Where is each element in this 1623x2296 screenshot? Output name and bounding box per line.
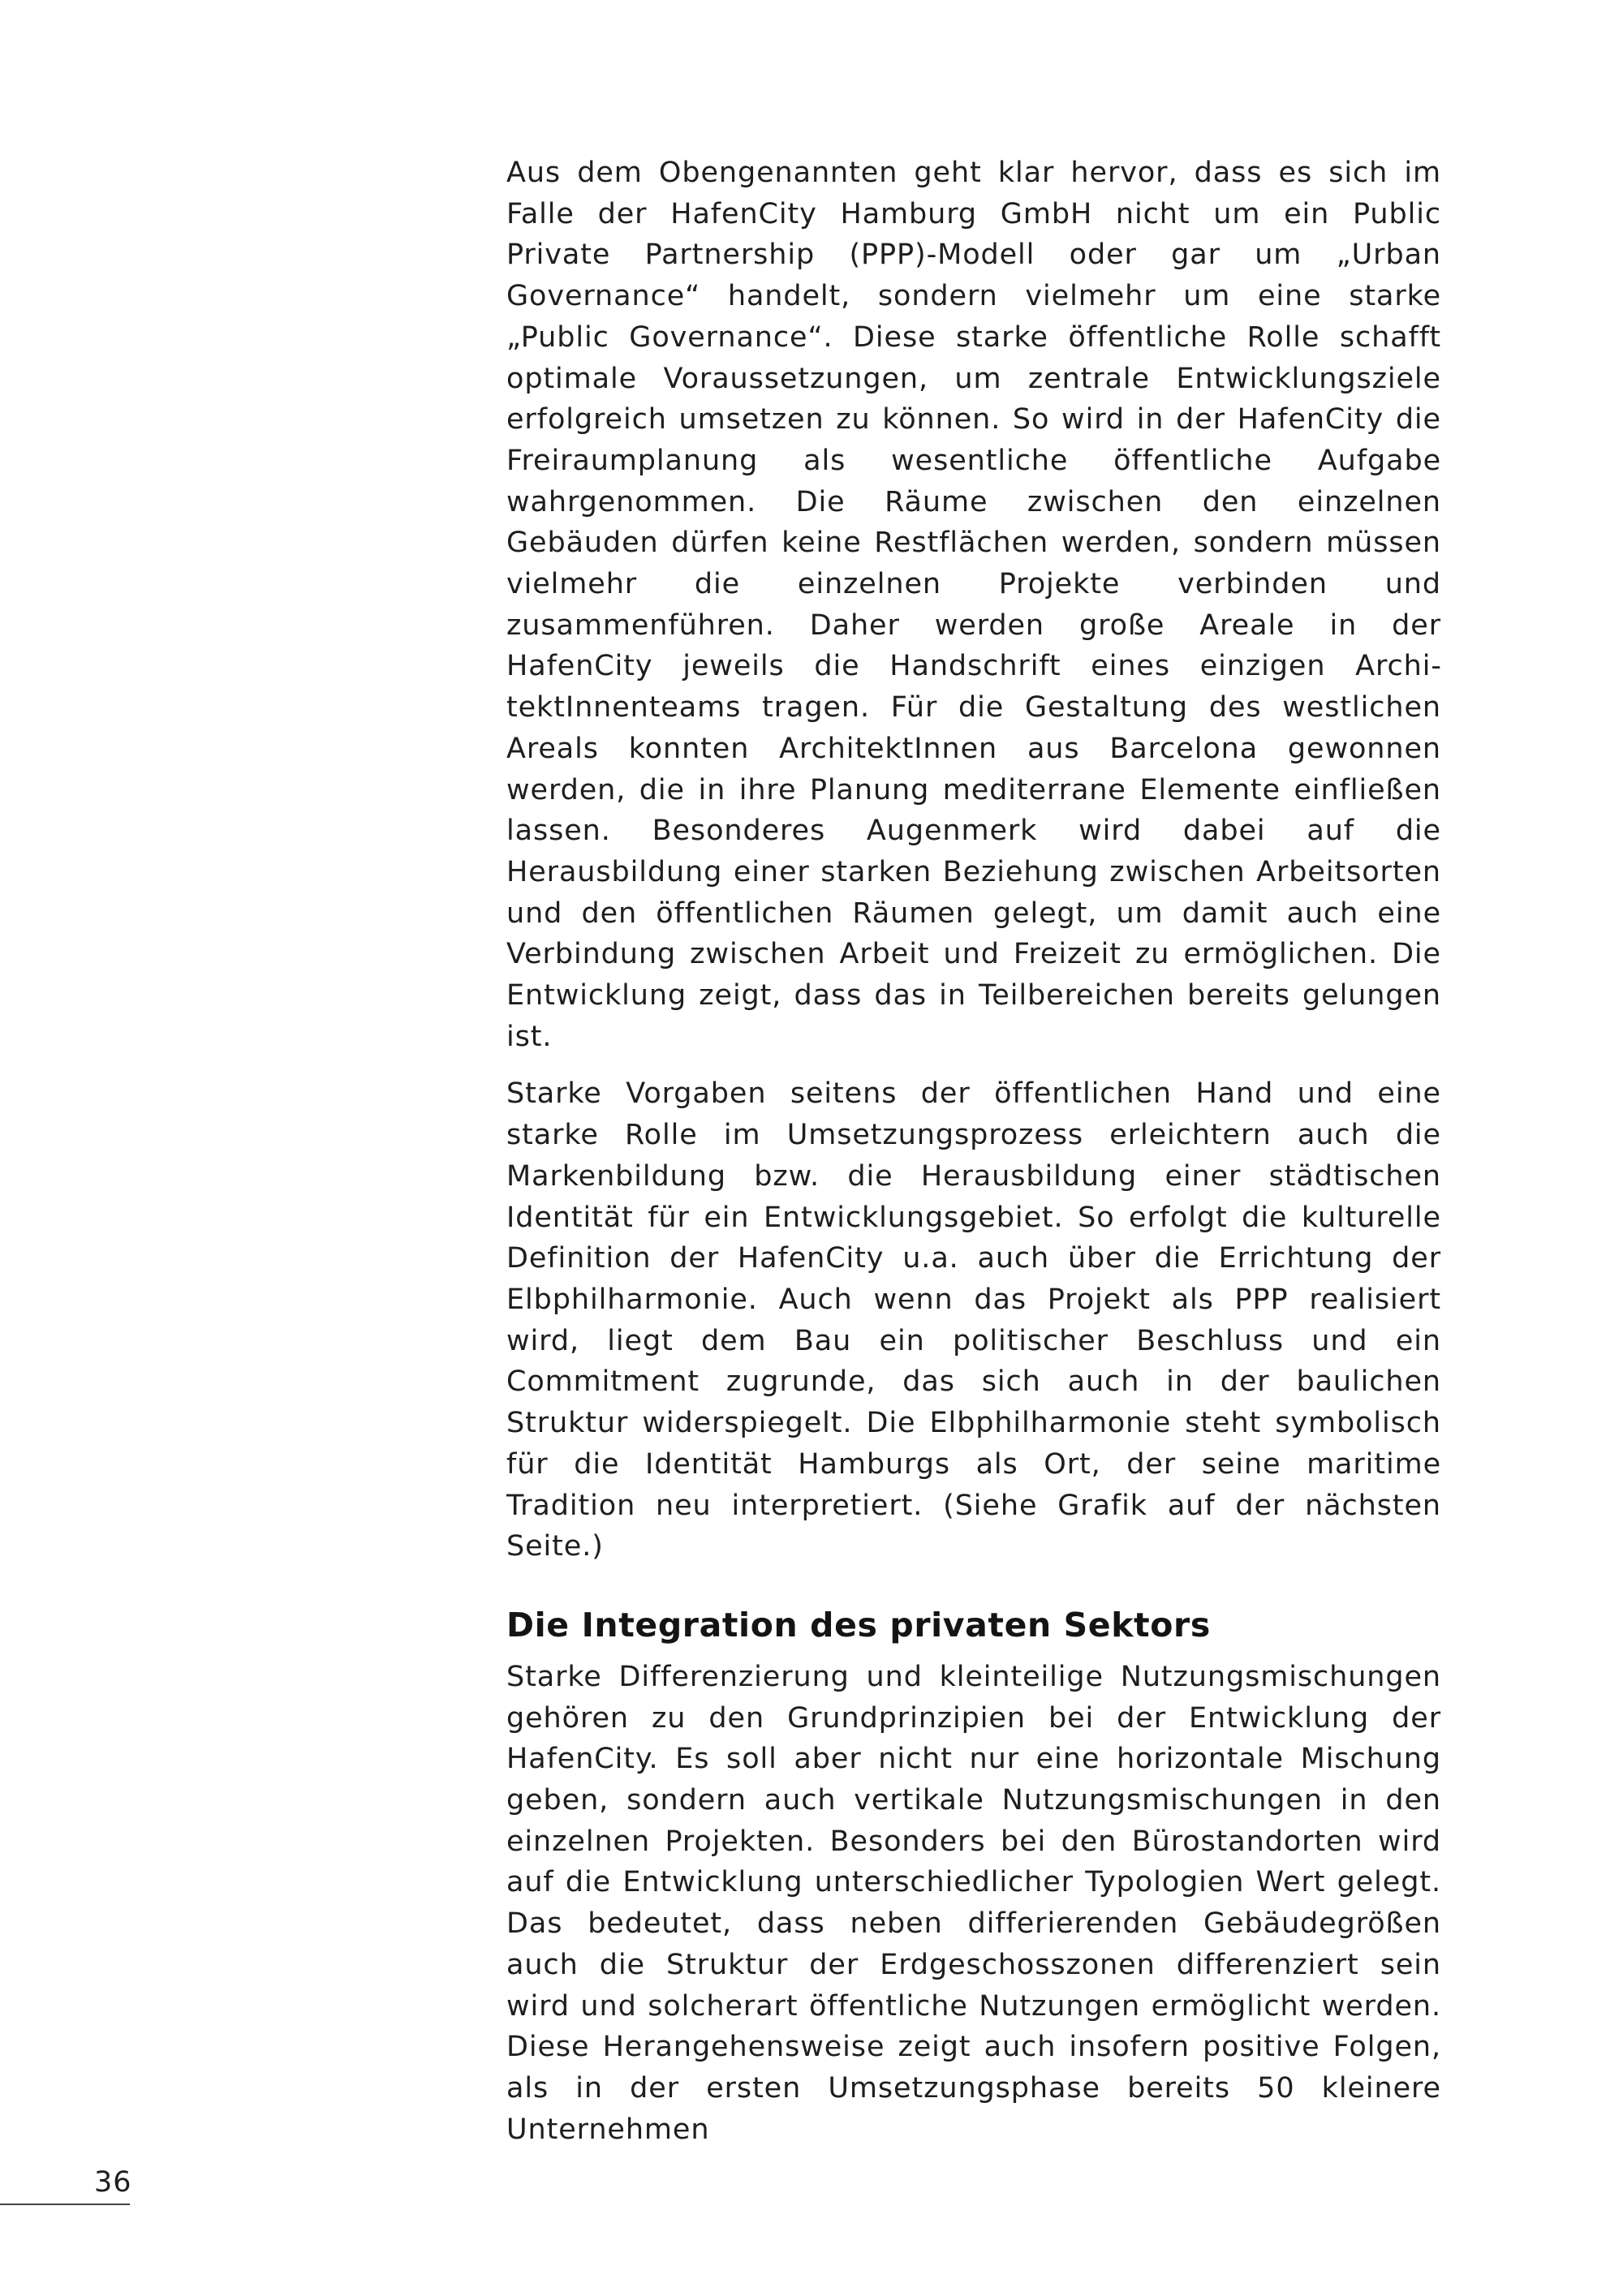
main-text-column [506, 153, 1441, 2150]
body-paragraph-1: Aus dem Obengenannten geht klar hervor, dass es sich im Falle der HafenCity Hamburg GmbH nicht um ein Public Private Partnership (PPP)-Modell oder gar um „Urban Governance“ handelt, sondern vielmehr um eine starke „Public Governance“. Diese starke öffentliche Rolle schafft optimale Voraussetzungen, um zentrale Entwicklungsziele erfolgreich umsetzen zu können. So wird in der HafenCity die Freiraumplanung als wesentliche öffentliche Aufgabe wahrgenommen. Die Räume zwischen den einzelnen Gebäuden dürfen keine Restflächen werden, sondern müssen vielmehr die einzelnen Projekte verbinden und zusammenführen. Daher werden große Areale in der HafenCity jeweils die Handschrift eines einzigen ArchitektInnenteams tragen. Für die Gestaltung des westlichen Areals konnten ArchitektInnen aus Barcelona gewonnen werden, die in ihre Planung mediterrane Elemente einfließen lassen. Besonderes Augenmerk wird dabei auf die Herausbildung einer starken Beziehung zwischen Arbeitsorten und den öffentlichen Räumen gelegt, um damit auch eine Verbindung zwischen Arbeit und Freizeit zu ermöglichen. Die Entwicklung zeigt, dass das in Teilbereichen bereits gelungen ist. [506, 157, 1441, 1053]
footer-rule [0, 2204, 130, 2205]
body-paragraph-2: Starke Vorgaben seitens der öffentlichen Hand und eine starke Rolle im Umsetzungsprozess erleichtern auch die Markenbildung bzw. die Herausbildung einer städtischen Identität für ein Entwicklungsgebiet. So erfolgt die kulturelle Definition der HafenCity u.a. auch über die Errichtung der Elbphilharmonie. Auch wenn das Projekt als PPP realisiert wird, liegt dem Bau ein politischer Beschluss und ein Commitment zugrunde, das sich auch in der baulichen Struktur widerspiegelt. Die Elbphilharmonie steht symbolisch für die Identität Hamburgs als Ort, der seine maritime Tradition neu interpretiert. (Siehe Grafik auf der nächsten Seite.) [506, 1077, 1441, 1563]
section-heading: Die Integration des privaten Sektors [506, 1605, 1211, 1645]
body-paragraph-3: Starke Differenzierung und kleinteilige Nutzungsmischungen gehören zu den Grundprinzipien bei der Entwicklung der HafenCity. Es soll aber nicht nur eine horizontale Mischung geben, sondern auch vertikale Nutzungsmischungen in den einzelnen Projekten. Besonders bei den Bürostandorten wird auf die Entwicklung unterschiedlicher Typologien Wert gelegt. Das bedeutet, dass neben differierenden Gebäudegrößen auch die Struktur der Erdgeschosszonen differenziert sein wird und solcherart öffentliche Nutzungen ermöglicht werden. Diese Herangehensweise zeigt auch insofern positive Folgen, als in der ersten Umsetzungsphase bereits 50 kleinere Unternehmen [506, 1660, 1441, 2146]
page-number: 36 [94, 2166, 132, 2199]
